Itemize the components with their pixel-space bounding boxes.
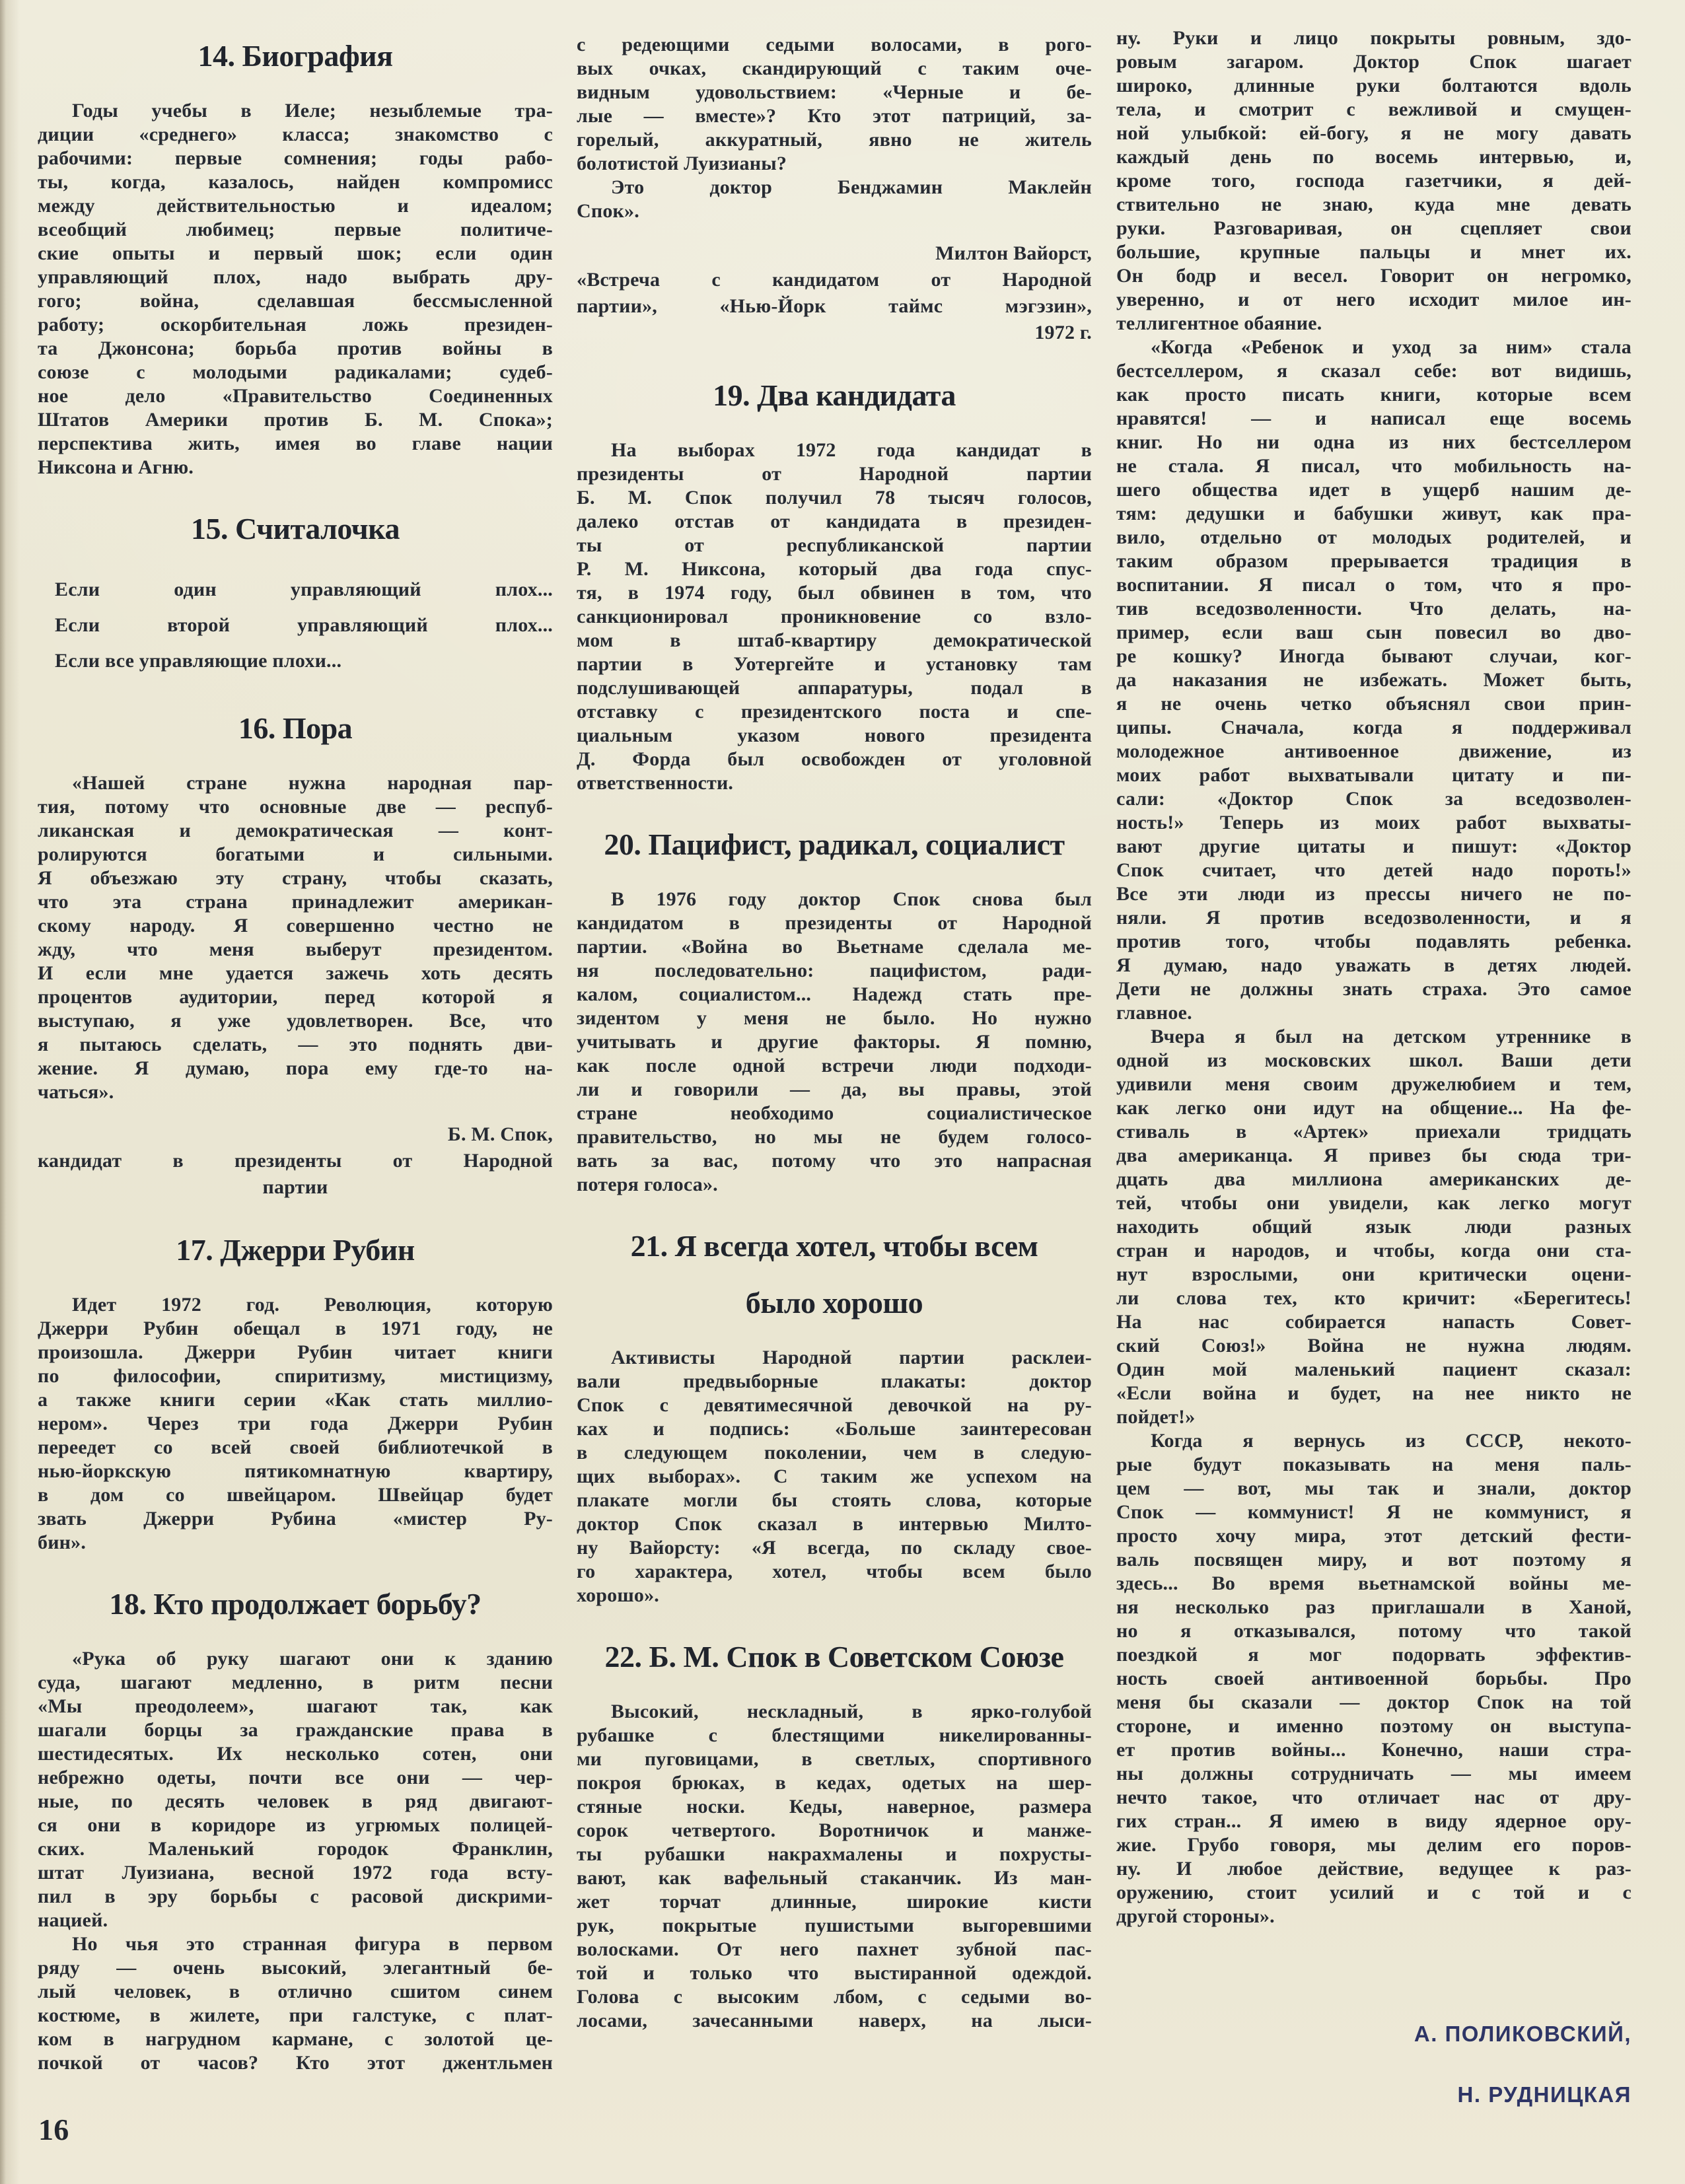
text-line: суда, шагают медленно, в ритм песни — [38, 1672, 553, 1693]
text-line: Если один управляющий плох... — [55, 579, 553, 600]
text-line: правительство, но мы не будем голосо- — [577, 1126, 1092, 1148]
text-line: пример, если ваш сын повесил во дво- — [1116, 621, 1631, 643]
text-line: ли и говорили — да, вы правы, этой — [577, 1078, 1092, 1100]
text-line: далеко отстав от кандидата в президен- — [577, 511, 1092, 532]
text-line: нечто такое, что отличает нас от дру- — [1116, 1786, 1631, 1808]
page-number: 16 — [38, 2113, 69, 2146]
text-line: да наказания не избежать. Может быть, — [1116, 669, 1631, 691]
text-line: диции «среднего» класса; знакомство с — [38, 123, 553, 145]
text-line: Все эти люди из прессы ничего не по- — [1116, 883, 1631, 905]
text-line: стяные носки. Кеды, наверное, размера — [577, 1796, 1092, 1817]
text-line: выступаю, я уже удовлетворен. Все, что — [38, 1010, 553, 1032]
text-line: ских. Маленький городок Франклин, — [38, 1838, 553, 1860]
text-line: книг. Но ни одна из них бестселлером — [1116, 431, 1631, 453]
text-line: работу; оскорбительная ложь президен- — [38, 314, 553, 335]
text-line: дцать два миллиона американских де- — [1116, 1168, 1631, 1190]
text-line: просто хочу мира, этот детский фести- — [1116, 1525, 1631, 1547]
signature-line: «Встреча с кандидатом от Народной — [577, 269, 1092, 291]
text-line: костюме, в жилете, при галстуке, с плат- — [38, 2004, 553, 2026]
text-line: валь посвящен миру, и вот поэтому я — [1116, 1549, 1631, 1570]
text-line: Спок — коммунист! Я не коммунист, я — [1116, 1501, 1631, 1523]
signature-line: 1972 г. — [1034, 322, 1092, 343]
text-line: ках и подпись: «Больше заинтересован — [577, 1418, 1092, 1440]
signature — [577, 240, 1092, 346]
text-line: президенты от Народной партии — [577, 463, 1092, 485]
text-line: ствительно не знаю, куда мне девать — [1116, 194, 1631, 215]
text-line: воспитании. Я писал о том, что я про- — [1116, 574, 1631, 596]
text-line: в следующем поколении, чем в следую- — [577, 1442, 1092, 1463]
signature-line: Б. М. Спок, — [447, 1123, 553, 1145]
text-line: нут взрослыми, они критически оцени- — [1116, 1263, 1631, 1285]
section-heading-line: 16. Пора — [238, 711, 353, 745]
text-line: циальным указом нового президента — [577, 724, 1092, 746]
text-line: «Рука об руку шагают они к зданию — [72, 1648, 553, 1670]
text-line: горелый, аккуратный, явно не житель — [577, 129, 1092, 151]
text-line: И если мне удается зажечь хоть десять — [38, 962, 553, 984]
section-heading-line: 15. Считалочка — [191, 512, 400, 546]
section-heading — [577, 826, 1092, 864]
text-line: вило, отдельно от молодых родителей, и — [1116, 526, 1631, 548]
text-line: калом, социалистом... Надежд стать пре- — [577, 983, 1092, 1005]
text-line: рук, покрытые пушистыми выгоревшими — [577, 1915, 1092, 1936]
text-line: Когда я вернусь из СССР, некото- — [1151, 1430, 1631, 1452]
text-line: та Джонсона; борьба против войны в — [38, 337, 553, 359]
text-line: всеобщий любимец; первые политиче- — [38, 219, 553, 240]
text-line: Идет 1972 год. Революция, которую — [72, 1294, 553, 1316]
text-line: ком в нагрудном кармане, с золотой це- — [38, 2028, 553, 2050]
text-line: ре кошку? Иногда бывают случаи, ког- — [1116, 645, 1631, 667]
signature-line: Милтон Вайорст, — [935, 242, 1092, 264]
text-line: одной из московских школ. Ваши дети — [1116, 1049, 1631, 1071]
text-line: жение. Я думаю, пора ему где-то на- — [38, 1057, 553, 1079]
text-line: кандидатом в президенты от Народной — [577, 912, 1092, 934]
section-heading-line: было хорошо — [745, 1286, 923, 1320]
text-line: шего общества идет в ущерб нашим де- — [1116, 479, 1631, 501]
text-column-right — [1116, 0, 1631, 2108]
text-line: что эта страна принадлежит американ- — [38, 891, 553, 913]
text-line: по философии, спиритизму, мистицизму, — [38, 1365, 553, 1387]
text-line: находить общий язык люди разных — [1116, 1216, 1631, 1238]
text-line: тела, и смотрит с вежливой и смущен- — [1116, 98, 1631, 120]
text-line: рабочими: первые сомнения; годы рабо- — [38, 147, 553, 169]
text-column-middle — [577, 0, 1092, 2033]
text-line: подслушивающей аппаратуры, подал в — [577, 677, 1092, 699]
paragraph — [577, 888, 1092, 1197]
text-line: ровым загаром. Доктор Спок шагает — [1116, 51, 1631, 73]
text-line: я пытаюсь сделать, — это поднять дви- — [38, 1034, 553, 1055]
text-line: шестидесятых. Их несколько сотен, они — [38, 1743, 553, 1765]
text-line: Это доктор Бенджамин Маклейн — [611, 176, 1092, 198]
section-heading-line: 18. Кто продолжает борьбу? — [109, 1587, 482, 1621]
signature-line: кандидат в президенты от Народной — [38, 1150, 553, 1172]
text-line: жду, что меня выберут президентом. — [38, 938, 553, 960]
text-line: моих работ выхватывали цитату и пи- — [1116, 764, 1631, 786]
text-column-left — [38, 0, 553, 2075]
text-line: как просто писать книги, которые всем — [1116, 384, 1631, 405]
section-heading — [577, 1227, 1092, 1322]
text-line: шагали борцы за гражданские права в — [38, 1719, 553, 1741]
text-line: зидентом у меня не было. Но нужно — [577, 1007, 1092, 1029]
text-line: бин». — [38, 1532, 87, 1553]
text-line: Активисты Народной партии расклеи- — [611, 1347, 1092, 1368]
text-line: тя, в 1974 году, был обвинен в том, что — [577, 582, 1092, 604]
text-line: гих стран... Я имею в виду ядерное ору- — [1116, 1810, 1631, 1832]
text-line: широко, длинные руки болтаются вдоль — [1116, 75, 1631, 96]
text-line: но я отказывался, потому что такой — [1116, 1620, 1631, 1642]
text-line: с редеющими седыми волосами, в рого- — [577, 34, 1092, 55]
text-line: вают, как вафельный стаканчик. Из ман- — [577, 1867, 1092, 1889]
text-line: пойдет!» — [1116, 1406, 1196, 1428]
text-line: нью-йоркскую пятикомнатную квартиру, — [38, 1460, 553, 1482]
paragraph — [1116, 26, 1631, 335]
text-line: Он бодр и весел. Говорит он негромко, — [1116, 265, 1631, 287]
text-line: процентов аудитории, перед которой я — [38, 986, 553, 1008]
text-line: главное. — [1116, 1002, 1192, 1024]
section-heading — [38, 1585, 553, 1623]
text-line: ет против войны... Конечно, наши стра- — [1116, 1739, 1631, 1761]
text-line: В 1976 году доктор Спок снова был — [611, 888, 1092, 910]
text-line: штат Луизиана, весной 1972 года всту- — [38, 1862, 553, 1884]
author-name: Н. РУДНИЦКАЯ — [1457, 2082, 1631, 2107]
text-line: вых очках, скандирующий с таким оче- — [577, 57, 1092, 79]
text-line: мом в штаб-квартиру демократической — [577, 629, 1092, 651]
text-line: не стала. Я писал, что мобильность на- — [1116, 455, 1631, 477]
text-line: руки. Разговаривая, он сцепляет свои — [1116, 217, 1631, 239]
text-line: Спок». — [577, 200, 639, 222]
text-line: Никсона и Агню. — [38, 456, 194, 478]
text-line: той и только что выстиранной одеждой. — [577, 1962, 1092, 1984]
signature-line: партии — [262, 1176, 328, 1198]
text-line: звать Джерри Рубина «мистер Ру- — [38, 1508, 553, 1530]
text-line: цем — вот, мы так и знали, доктор — [1116, 1477, 1631, 1499]
text-line: другой стороны». — [1116, 1905, 1275, 1927]
paragraph — [577, 1346, 1092, 1607]
text-line: тия, потому что основные две — респуб- — [38, 796, 553, 818]
text-line: Если все управляющие плохи... — [55, 650, 342, 672]
text-line: На выборах 1972 года кандидат в — [611, 439, 1092, 461]
text-line: Голова с высоким лбом, с седыми во- — [577, 1986, 1092, 2008]
text-line: кроме того, господа газетчики, я дей- — [1116, 170, 1631, 192]
text-line: сали: «Доктор Спок за вседозволен- — [1116, 788, 1631, 810]
text-line: плакате могли бы стоять слова, которые — [577, 1489, 1092, 1511]
text-line: Р. М. Никсона, который два года спус- — [577, 558, 1092, 580]
text-line: ность своей антивоенной борьбы. Про — [1116, 1668, 1631, 1689]
text-line: вали предвыборные плакаты: доктор — [577, 1370, 1092, 1392]
section-heading — [577, 376, 1092, 415]
signature-line: партии», «Нью-Йорк таймс мэгэзин», — [577, 295, 1092, 317]
text-line: поездкой я мог подорвать эффектив- — [1116, 1644, 1631, 1666]
text-line: болотистой Луизианы? — [577, 153, 787, 174]
section-heading-line: 14. Биография — [197, 39, 393, 73]
section-heading — [38, 1231, 553, 1269]
text-line: рубашке с блестящими никелированны- — [577, 1724, 1092, 1746]
text-line: нацией. — [38, 1909, 108, 1931]
text-line: стран и народов, и чтобы, когда они ста- — [1116, 1240, 1631, 1261]
text-line: ципы. Сначала, когда я поддерживал — [1116, 717, 1631, 738]
author-name: А. ПОЛИКОВСКИЙ, — [1414, 2022, 1631, 2046]
text-line: Я думаю, надо уважать в детях людей. — [1116, 954, 1631, 976]
text-line: «Если война и будет, на нее никто не — [1116, 1382, 1631, 1404]
text-line: Но чья это странная фигура в первом — [72, 1933, 553, 1955]
section-heading-line: 21. Я всегда хотел, чтобы всем — [630, 1229, 1038, 1263]
text-line: рые будут показывать на меня паль- — [1116, 1454, 1631, 1475]
text-line: большие, крупные пальцы и мнет их. — [1116, 241, 1631, 263]
text-line: я не очень четко объяснял свои прин- — [1116, 693, 1631, 715]
text-line: ты от республиканской партии — [577, 534, 1092, 556]
text-line: Один мой маленький пациент сказал: — [1116, 1358, 1631, 1380]
text-line: го характера, хотел, чтобы всем было — [577, 1561, 1092, 1582]
text-line: санкционировал проникновение со взло- — [577, 606, 1092, 627]
text-line: ми пуговицами, в светлых, спортивного — [577, 1748, 1092, 1770]
paragraph — [38, 99, 553, 479]
text-line: нером». Через три года Джерри Рубин — [38, 1413, 553, 1434]
text-line: жие. Грубо говоря, мы делим его поров- — [1116, 1834, 1631, 1856]
text-line: почкой от часов? Кто этот джентльмен — [38, 2052, 553, 2074]
text-line: Дети не должны знать страха. Это самое — [1116, 978, 1631, 1000]
verse-block — [38, 572, 553, 679]
section-heading — [38, 510, 553, 548]
text-line: ты рубашки накрахмалены и похрусты- — [577, 1843, 1092, 1865]
text-line: ну. И любое действие, ведущее к раз- — [1116, 1858, 1631, 1880]
text-line: учитывать и другие факторы. Я помню, — [577, 1031, 1092, 1053]
text-line: ролируются богатыми и сильными. — [38, 843, 553, 865]
text-line: стране необходимо социалистическое — [577, 1102, 1092, 1124]
section-heading-line: 17. Джерри Рубин — [176, 1233, 415, 1267]
text-line: вают другие цитаты и пишут: «Доктор — [1116, 835, 1631, 857]
text-line: таким образом прерывается традиция в — [1116, 550, 1631, 572]
text-line: бестселлером, я сказал себе: вот видишь, — [1116, 360, 1631, 382]
text-line: гого; война, сделавшая бессмысленной — [38, 290, 553, 312]
text-line: управляющий плох, надо выбрать дру- — [38, 266, 553, 288]
text-line: каждый день по восемь интервью, и, — [1116, 146, 1631, 168]
text-line: доктор Спок сказал в интервью Милто- — [577, 1513, 1092, 1535]
text-line: Высокий, нескладный, в ярко-голубой — [611, 1701, 1092, 1722]
text-line: нравятся! — и написал еще восемь — [1116, 407, 1631, 429]
text-line: покроя брюках, в кедах, одетых на шер- — [577, 1772, 1092, 1794]
text-line: ной улыбкой: ей-богу, я не могу давать — [1116, 122, 1631, 144]
text-line: лый человек, в отлично сшитом синем — [38, 1981, 553, 2002]
paragraph — [38, 1647, 553, 1932]
text-line: ну Вайорсту: «Я всегда, по складу свое- — [577, 1537, 1092, 1559]
text-line: лые — вместе»? Кто этот патриций, за- — [577, 105, 1092, 127]
text-line: пил в эру борьбы с расовой дискрими- — [38, 1885, 553, 1907]
signature — [38, 1121, 553, 1201]
text-line: удивили меня своим дружелюбием и тем, — [1116, 1073, 1631, 1095]
text-line: ответственности. — [577, 772, 734, 794]
text-line: меня бы сказали — доктор Спок на той — [1116, 1691, 1631, 1713]
text-line: «Когда «Ребенок и уход за ним» стала — [1151, 336, 1631, 358]
text-line: произошла. Джерри Рубин читает книги — [38, 1341, 553, 1363]
text-line: Спок с девятимесячной девочкой на ру- — [577, 1394, 1092, 1416]
text-line: партии. «Война во Вьетнаме сделала ме- — [577, 936, 1092, 958]
text-line: теллигентное обаяние. — [1116, 312, 1322, 334]
text-line: союзе с молодыми радикалами; судеб- — [38, 361, 553, 383]
text-line: щих выборах». С таким же успехом на — [577, 1465, 1092, 1487]
section-heading-line: 22. Б. М. Спок в Советском Союзе — [604, 1640, 1064, 1673]
text-line: ты, когда, казалось, найден компромисс — [38, 171, 553, 193]
text-line: «Нашей стране нужна народная пар- — [72, 772, 553, 794]
text-line: тям: дедушки и бабушки живут, как пра- — [1116, 503, 1631, 524]
text-line: няли. Я против вседозволенности, и я — [1116, 907, 1631, 929]
text-line: оружению, стоит усилий и с той и с — [1116, 1882, 1631, 1903]
text-line: а также книги серии «Как стать миллио- — [38, 1389, 553, 1411]
section-heading — [38, 37, 553, 75]
text-line: ня последовательно: пацифистом, ради- — [577, 960, 1092, 981]
text-line: Штатов Америки против Б. М. Спока»; — [38, 409, 553, 431]
text-line: На нас собирается напасть Совет- — [1116, 1311, 1631, 1333]
paragraph — [38, 771, 553, 1104]
text-line: ся они в коридоре из угрюмых полицей- — [38, 1814, 553, 1836]
text-line: волосками. От него пахнет зубной пас- — [577, 1938, 1092, 1960]
paragraph — [1116, 1429, 1631, 1928]
paragraph — [1116, 1025, 1631, 1429]
text-line: ня несколько раз приглашали в Ханой, — [1116, 1596, 1631, 1618]
text-line: ский Союз!» Война не нужна людям. — [1116, 1335, 1631, 1356]
text-line: Если второй управляющий плох... — [55, 614, 553, 636]
section-heading — [38, 709, 553, 748]
text-line: тив вседозволенности. Что делать, на- — [1116, 598, 1631, 619]
text-line: Б. М. Спок получил 78 тысяч голосов, — [577, 487, 1092, 509]
text-line: ное дело «Правительство Соединенных — [38, 385, 553, 407]
text-line: переедет со всей своей библиотечкой в — [38, 1436, 553, 1458]
text-line: потеря голоса». — [577, 1174, 718, 1195]
text-line: ность!» Теперь из моих работ выхваты- — [1116, 812, 1631, 833]
text-line: ряду — очень высокий, элегантный бе- — [38, 1957, 553, 1979]
text-line: в дом со швейцаром. Швейцар будет — [38, 1484, 553, 1506]
text-line: ли слова тех, кто кричит: «Берегитесь! — [1116, 1287, 1631, 1309]
text-line: ну. Руки и лицо покрыты ровным, здо- — [1116, 27, 1631, 49]
text-line: небрежно одеты, почти все они — чер- — [38, 1767, 553, 1788]
paragraph — [577, 176, 1092, 223]
text-line: ские опыты и первый шок; если один — [38, 242, 553, 264]
text-line: здесь... Во время вьетнамской войны ме- — [1116, 1572, 1631, 1594]
paragraph — [577, 1700, 1092, 2033]
text-line: Спок считает, что детей надо пороть!» — [1116, 859, 1631, 881]
text-line: Годы учебы в Иеле; незыблемые тра- — [72, 100, 553, 122]
text-line: жет торчат длинные, широкие кисти — [577, 1891, 1092, 1913]
text-line: «Мы преодолеем», шагают так, как — [38, 1695, 553, 1717]
section-heading-line: 19. Два кандидата — [713, 378, 956, 412]
text-line: хорошо». — [577, 1584, 659, 1606]
text-line: как после одной встречи люди подходи- — [577, 1055, 1092, 1076]
section-heading-line: 20. Пацифист, радикал, социалист — [604, 828, 1065, 861]
paragraph — [577, 33, 1092, 176]
text-line: скому народу. Я совершенно честно не — [38, 915, 553, 936]
text-line: ликанская и демократическая — конт- — [38, 820, 553, 841]
text-line: перспектива жить, имея во главе нации — [38, 433, 553, 454]
text-line: как легко они идут на общение... На фе- — [1116, 1097, 1631, 1119]
text-line: стороне, и именно поэтому он выступа- — [1116, 1715, 1631, 1737]
text-line: два американца. Я привез бы сюда три- — [1116, 1145, 1631, 1166]
paragraph — [1116, 335, 1631, 1025]
text-line: чаться». — [38, 1081, 114, 1103]
text-line: между действительностью и идеалом; — [38, 195, 553, 217]
text-line: сорок четвертого. Воротничок и манже- — [577, 1819, 1092, 1841]
text-line: уверенно, и от него исходит милое ин- — [1116, 289, 1631, 310]
text-line: отставку с президентского поста и спе- — [577, 701, 1092, 722]
paragraph — [577, 439, 1092, 795]
paragraph — [38, 1293, 553, 1555]
text-line: лосами, зачесанными наверх, на лыси- — [577, 2010, 1092, 2031]
text-line: Я объезжаю эту страну, чтобы сказать, — [38, 867, 553, 889]
text-line: Д. Форда был освобожден от уголовной — [577, 748, 1092, 770]
section-heading — [577, 1638, 1092, 1676]
text-line: видным удовольствием: «Черные и бе- — [577, 81, 1092, 103]
text-line: ные, по десять человек в ряд двигают- — [38, 1790, 553, 1812]
text-line: тей, чтобы они увидели, как легко могут — [1116, 1192, 1631, 1214]
text-line: стиваль в «Артек» приехали тридцать — [1116, 1121, 1631, 1143]
text-line: вать за вас, потому что это напрасная — [577, 1150, 1092, 1172]
paragraph — [38, 1932, 553, 2075]
text-line: молодежное антивоенное движение, из — [1116, 740, 1631, 762]
text-line: партии в Уотергейте и установку там — [577, 653, 1092, 675]
text-line: Вчера я был на детском утреннике в — [1151, 1026, 1631, 1047]
text-line: ны должны сотрудничать — мы имеем — [1116, 1763, 1631, 1784]
authors-byline — [1116, 2021, 1631, 2108]
text-line: Джерри Рубин обещал в 1971 году, не — [38, 1318, 553, 1339]
text-line: против того, чтобы подавлять ребенка. — [1116, 931, 1631, 952]
